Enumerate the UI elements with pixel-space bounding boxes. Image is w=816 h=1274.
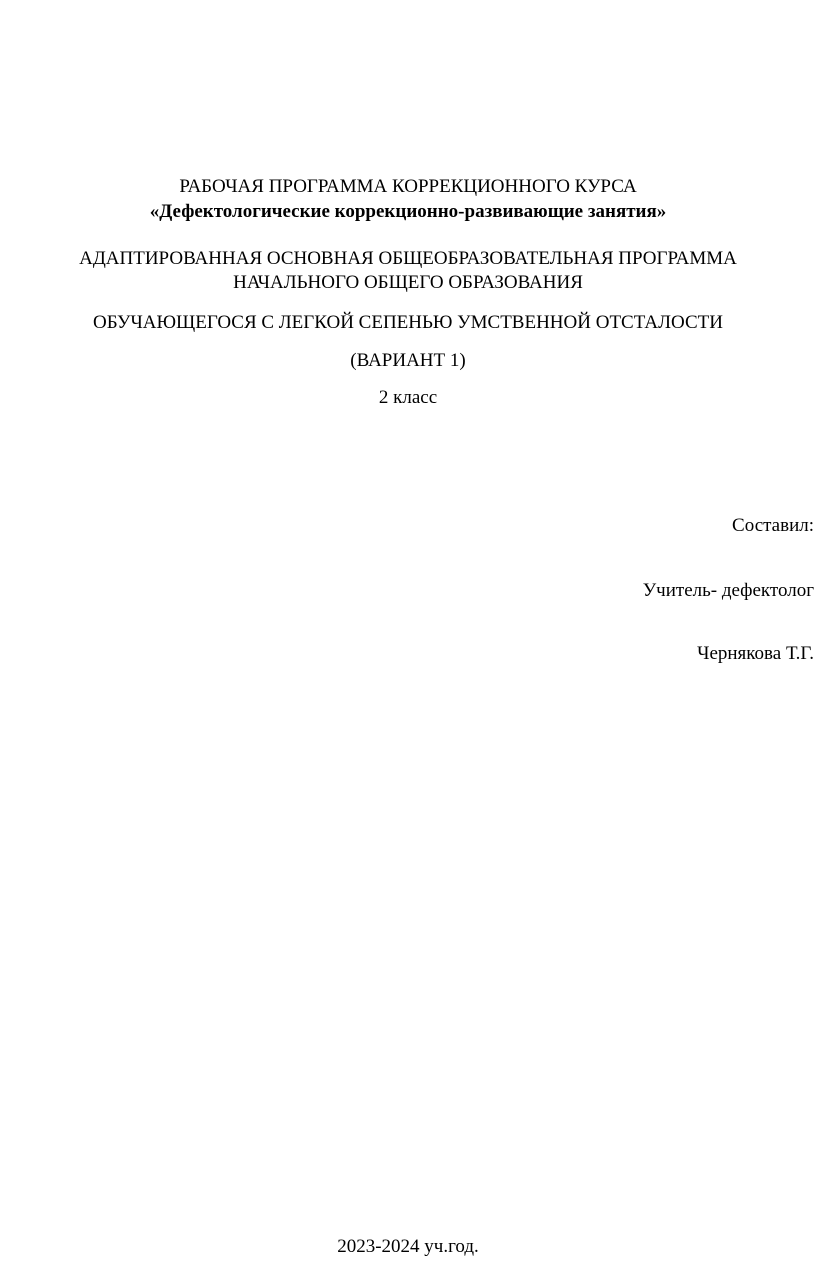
students-line: ОБУЧАЮЩЕГОСЯ С ЛЕГКОЙ СЕПЕНЬЮ УМСТВЕННОЙ ОТСТАЛОСТИ <box>93 312 723 333</box>
course-name: «Дефектологические коррекционно-развивающие занятия» <box>149 201 667 222</box>
author-name: Чернякова Т.Г. <box>697 643 814 664</box>
author-position: Учитель- дефектолог <box>642 580 814 601</box>
school-year: 2023-2024 уч.год. <box>337 1236 479 1257</box>
program-title-line2: НАЧАЛЬНОГО ОБЩЕГО ОБРАЗОВАНИЯ <box>233 272 583 293</box>
variant-label: (ВАРИАНТ 1) <box>350 350 466 371</box>
program-title-line1: АДАПТИРОВАННАЯ ОСНОВНАЯ ОБЩЕОБРАЗОВАТЕЛЬНАЯ ПРОГРАММА <box>79 248 737 269</box>
document-title: РАБОЧАЯ ПРОГРАММА КОРРЕКЦИОННОГО КУРСА <box>179 176 637 197</box>
grade-label: 2 класс <box>378 387 438 408</box>
composed-by-label: Составил: <box>732 515 814 536</box>
